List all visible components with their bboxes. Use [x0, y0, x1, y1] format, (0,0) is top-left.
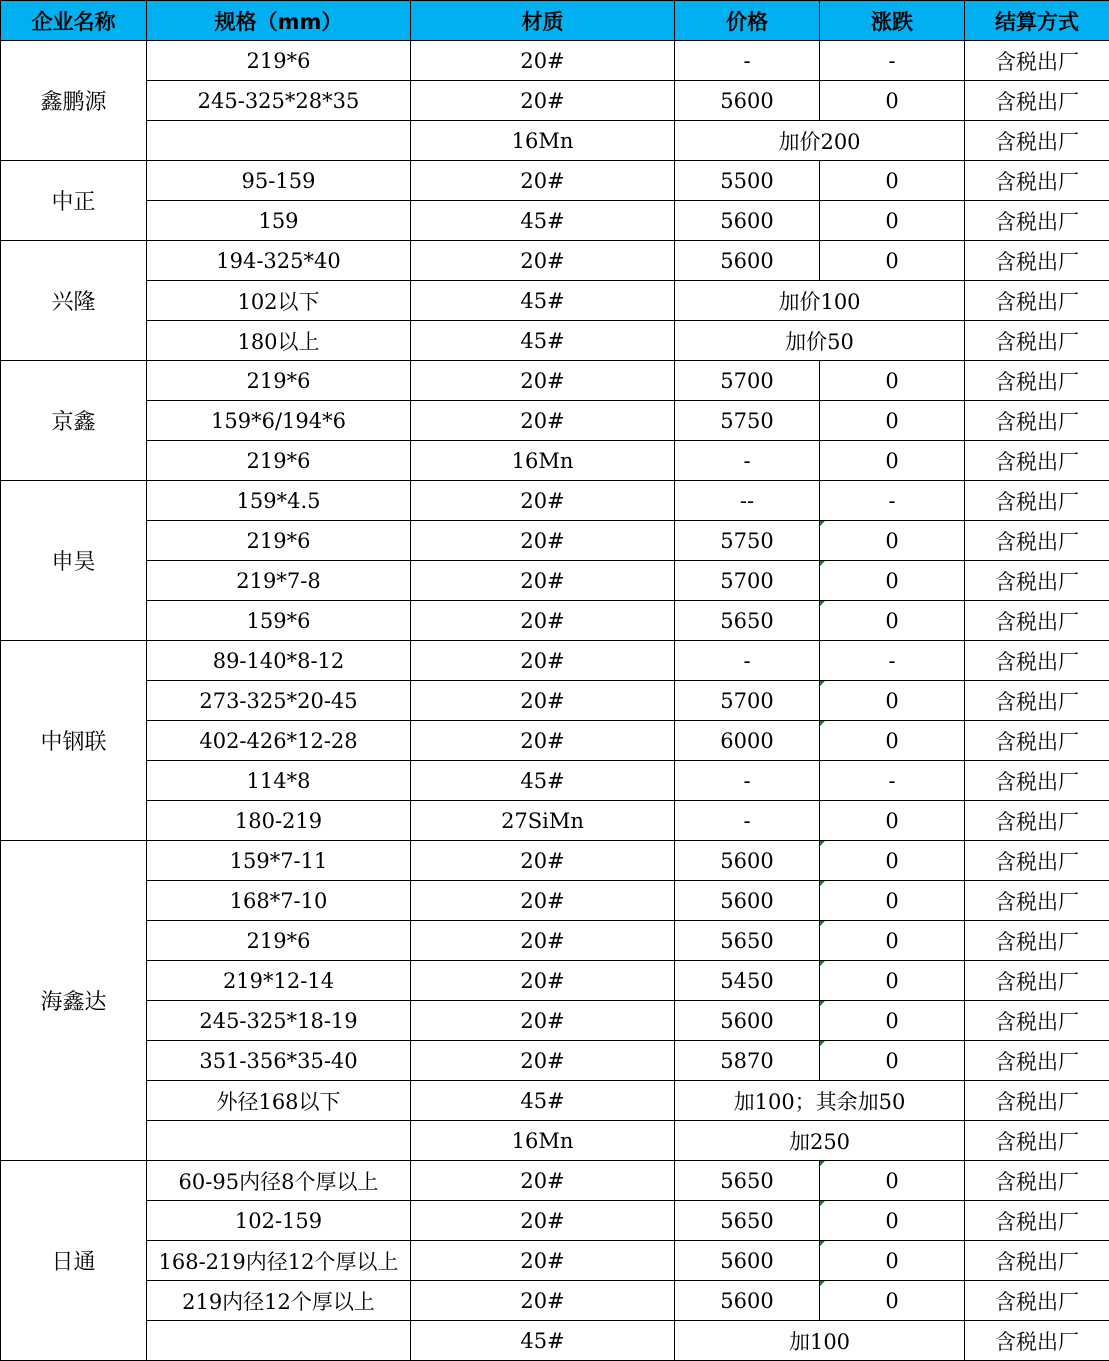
material-cell: 45#	[411, 1081, 675, 1121]
settlement-cell: 含税出厂	[965, 361, 1109, 401]
spec-cell: 273-325*20-45	[147, 681, 411, 721]
table-row	[1, 1201, 1109, 1241]
company-name-cell: 日通	[1, 1161, 147, 1361]
spec-cell	[147, 1121, 411, 1161]
change-cell: 0	[820, 801, 965, 841]
spec-cell: 402-426*12-28	[147, 721, 411, 761]
header-change: 涨跌	[820, 1, 965, 41]
table-row	[1, 201, 1109, 241]
material-cell: 45#	[411, 281, 675, 321]
price-cell: 5500	[675, 161, 820, 201]
material-cell: 20#	[411, 561, 675, 601]
settlement-cell: 含税出厂	[965, 401, 1109, 441]
settlement-cell: 含税出厂	[965, 681, 1109, 721]
table-row	[1, 1161, 1109, 1201]
settlement-cell: 含税出厂	[965, 1041, 1109, 1081]
price-cell: 5600	[675, 1241, 820, 1281]
table-row	[1, 441, 1109, 481]
table-row	[1, 281, 1109, 321]
settlement-cell: 含税出厂	[965, 921, 1109, 961]
table-row	[1, 41, 1109, 81]
settlement-cell: 含税出厂	[965, 241, 1109, 281]
material-cell: 20#	[411, 881, 675, 921]
spec-cell	[147, 121, 411, 161]
table-row	[1, 1241, 1109, 1281]
settlement-cell: 含税出厂	[965, 321, 1109, 361]
material-cell: 45#	[411, 321, 675, 361]
spec-cell: 159*6/194*6	[147, 401, 411, 441]
price-cell: -	[675, 761, 820, 801]
price-note-cell: 加价100	[675, 281, 965, 321]
change-cell: 0	[820, 81, 965, 121]
price-cell: 5650	[675, 1201, 820, 1241]
change-cell: 0	[820, 521, 965, 561]
settlement-cell: 含税出厂	[965, 441, 1109, 481]
table-row	[1, 841, 1109, 881]
change-cell: 0	[820, 1041, 965, 1081]
material-cell: 20#	[411, 1161, 675, 1201]
table-row	[1, 161, 1109, 201]
table-row	[1, 801, 1109, 841]
price-cell: -	[675, 641, 820, 681]
price-cell: 5700	[675, 361, 820, 401]
settlement-cell: 含税出厂	[965, 1241, 1109, 1281]
company-name-cell: 中正	[1, 161, 147, 241]
material-cell: 20#	[411, 481, 675, 521]
settlement-cell: 含税出厂	[965, 561, 1109, 601]
table-row	[1, 1081, 1109, 1121]
table-row	[1, 321, 1109, 361]
company-name-cell: 兴隆	[1, 241, 147, 361]
price-cell: 5870	[675, 1041, 820, 1081]
table-row	[1, 1001, 1109, 1041]
change-cell: -	[820, 761, 965, 801]
price-note-cell: 加价50	[675, 321, 965, 361]
material-cell: 20#	[411, 721, 675, 761]
change-cell: 0	[820, 961, 965, 1001]
spec-cell: 219*6	[147, 921, 411, 961]
settlement-cell: 含税出厂	[965, 721, 1109, 761]
price-cell: 5750	[675, 401, 820, 441]
price-cell: 5600	[675, 1001, 820, 1041]
spec-cell	[147, 1321, 411, 1361]
change-cell: 0	[820, 561, 965, 601]
material-cell: 20#	[411, 641, 675, 681]
table-row	[1, 1041, 1109, 1081]
settlement-cell: 含税出厂	[965, 601, 1109, 641]
settlement-cell: 含税出厂	[965, 761, 1109, 801]
change-cell: 0	[820, 441, 965, 481]
material-cell: 20#	[411, 1281, 675, 1321]
table-row	[1, 641, 1109, 681]
change-cell: 0	[820, 921, 965, 961]
price-cell: 5600	[675, 881, 820, 921]
spec-cell: 159*6	[147, 601, 411, 641]
table-row	[1, 521, 1109, 561]
table-header	[1, 1, 1109, 41]
settlement-cell: 含税出厂	[965, 81, 1109, 121]
company-name-cell: 中钢联	[1, 641, 147, 841]
change-cell: 0	[820, 681, 965, 721]
price-cell: -	[675, 801, 820, 841]
settlement-cell: 含税出厂	[965, 1081, 1109, 1121]
price-cell: 5600	[675, 81, 820, 121]
price-cell: 5600	[675, 1281, 820, 1321]
table-row	[1, 481, 1109, 521]
table-row	[1, 681, 1109, 721]
table-row	[1, 921, 1109, 961]
settlement-cell: 含税出厂	[965, 121, 1109, 161]
header-row	[1, 1, 1109, 41]
material-cell: 20#	[411, 161, 675, 201]
material-cell: 20#	[411, 841, 675, 881]
price-note-cell: 加100	[675, 1321, 965, 1361]
change-cell: 0	[820, 881, 965, 921]
price-cell: 5650	[675, 921, 820, 961]
table-row	[1, 1121, 1109, 1161]
material-cell: 27SiMn	[411, 801, 675, 841]
change-cell: 0	[820, 1201, 965, 1241]
price-cell: 5450	[675, 961, 820, 1001]
material-cell: 20#	[411, 921, 675, 961]
settlement-cell: 含税出厂	[965, 281, 1109, 321]
price-note-cell: 加价200	[675, 121, 965, 161]
price-cell: 5600	[675, 841, 820, 881]
spec-cell: 219*7-8	[147, 561, 411, 601]
price-cell: -	[675, 41, 820, 81]
change-cell: 0	[820, 1281, 965, 1321]
header-settlement: 结算方式	[965, 1, 1109, 41]
settlement-cell: 含税出厂	[965, 41, 1109, 81]
table-row	[1, 361, 1109, 401]
spec-cell: 245-325*18-19	[147, 1001, 411, 1041]
spec-cell: 102-159	[147, 1201, 411, 1241]
price-cell: 5600	[675, 241, 820, 281]
change-cell: 0	[820, 201, 965, 241]
spec-cell: 180-219	[147, 801, 411, 841]
material-cell: 16Mn	[411, 121, 675, 161]
change-cell: 0	[820, 241, 965, 281]
settlement-cell: 含税出厂	[965, 881, 1109, 921]
table-row	[1, 961, 1109, 1001]
table-row	[1, 601, 1109, 641]
table-body	[1, 41, 1109, 1361]
settlement-cell: 含税出厂	[965, 841, 1109, 881]
material-cell: 45#	[411, 761, 675, 801]
price-cell: 5750	[675, 521, 820, 561]
change-cell: -	[820, 641, 965, 681]
header-company: 企业名称	[1, 1, 147, 41]
material-cell: 45#	[411, 1321, 675, 1361]
material-cell: 20#	[411, 1001, 675, 1041]
material-cell: 20#	[411, 1241, 675, 1281]
spec-cell: 114*8	[147, 761, 411, 801]
settlement-cell: 含税出厂	[965, 1201, 1109, 1241]
settlement-cell: 含税出厂	[965, 801, 1109, 841]
material-cell: 20#	[411, 1201, 675, 1241]
material-cell: 20#	[411, 681, 675, 721]
material-cell: 20#	[411, 241, 675, 281]
table-row	[1, 1281, 1109, 1321]
material-cell: 20#	[411, 81, 675, 121]
spec-cell: 180以上	[147, 321, 411, 361]
company-name-cell: 申昊	[1, 481, 147, 641]
change-cell: 0	[820, 721, 965, 761]
price-cell: 5700	[675, 561, 820, 601]
spec-cell: 159*4.5	[147, 481, 411, 521]
spec-cell: 219*6	[147, 441, 411, 481]
change-cell: -	[820, 41, 965, 81]
price-cell: 5600	[675, 201, 820, 241]
change-cell: 0	[820, 401, 965, 441]
spec-cell: 95-159	[147, 161, 411, 201]
material-cell: 16Mn	[411, 1121, 675, 1161]
spec-cell: 351-356*35-40	[147, 1041, 411, 1081]
spec-cell: 219*6	[147, 521, 411, 561]
spec-cell: 168*7-10	[147, 881, 411, 921]
settlement-cell: 含税出厂	[965, 641, 1109, 681]
material-cell: 20#	[411, 361, 675, 401]
change-cell: 0	[820, 1001, 965, 1041]
price-cell: --	[675, 481, 820, 521]
price-cell: 5700	[675, 681, 820, 721]
table-row	[1, 761, 1109, 801]
table-row	[1, 881, 1109, 921]
spec-cell: 159*7-11	[147, 841, 411, 881]
table-row	[1, 401, 1109, 441]
table-row	[1, 241, 1109, 281]
change-cell: 0	[820, 1161, 965, 1201]
spec-cell: 89-140*8-12	[147, 641, 411, 681]
price-note-cell: 加100；其余加50	[675, 1081, 965, 1121]
material-cell: 45#	[411, 201, 675, 241]
spec-cell: 194-325*40	[147, 241, 411, 281]
settlement-cell: 含税出厂	[965, 1161, 1109, 1201]
material-cell: 20#	[411, 41, 675, 81]
material-cell: 20#	[411, 601, 675, 641]
spec-cell: 219内径12个厚以上	[147, 1281, 411, 1321]
spec-cell: 60-95内径8个厚以上	[147, 1161, 411, 1201]
settlement-cell: 含税出厂	[965, 1321, 1109, 1361]
header-material: 材质	[411, 1, 675, 41]
change-cell: -	[820, 481, 965, 521]
change-cell: 0	[820, 1241, 965, 1281]
price-cell: -	[675, 441, 820, 481]
change-cell: 0	[820, 361, 965, 401]
change-cell: 0	[820, 841, 965, 881]
company-name-cell: 鑫鹏源	[1, 41, 147, 161]
material-cell: 20#	[411, 961, 675, 1001]
settlement-cell: 含税出厂	[965, 961, 1109, 1001]
spec-cell: 159	[147, 201, 411, 241]
settlement-cell: 含税出厂	[965, 521, 1109, 561]
company-name-cell: 海鑫达	[1, 841, 147, 1161]
table-row	[1, 121, 1109, 161]
price-cell: 5650	[675, 1161, 820, 1201]
change-cell: 0	[820, 161, 965, 201]
material-cell: 16Mn	[411, 441, 675, 481]
header-price: 价格	[675, 1, 820, 41]
settlement-cell: 含税出厂	[965, 481, 1109, 521]
change-cell: 0	[820, 601, 965, 641]
spec-cell: 245-325*28*35	[147, 81, 411, 121]
spec-cell: 168-219内径12个厚以上	[147, 1241, 411, 1281]
settlement-cell: 含税出厂	[965, 161, 1109, 201]
price-note-cell: 加250	[675, 1121, 965, 1161]
material-cell: 20#	[411, 401, 675, 441]
settlement-cell: 含税出厂	[965, 201, 1109, 241]
material-cell: 20#	[411, 521, 675, 561]
table-row	[1, 721, 1109, 761]
table-row	[1, 561, 1109, 601]
spec-cell: 219*6	[147, 41, 411, 81]
settlement-cell: 含税出厂	[965, 1001, 1109, 1041]
header-spec: 规格（mm）	[147, 1, 411, 41]
spec-cell: 219*6	[147, 361, 411, 401]
material-cell: 20#	[411, 1041, 675, 1081]
table-row	[1, 81, 1109, 121]
spec-cell: 219*12-14	[147, 961, 411, 1001]
table-row	[1, 1321, 1109, 1361]
price-cell: 6000	[675, 721, 820, 761]
spec-cell: 102以下	[147, 281, 411, 321]
company-name-cell: 京鑫	[1, 361, 147, 481]
settlement-cell: 含税出厂	[965, 1281, 1109, 1321]
spec-cell: 外径168以下	[147, 1081, 411, 1121]
settlement-cell: 含税出厂	[965, 1121, 1109, 1161]
price-cell: 5650	[675, 601, 820, 641]
